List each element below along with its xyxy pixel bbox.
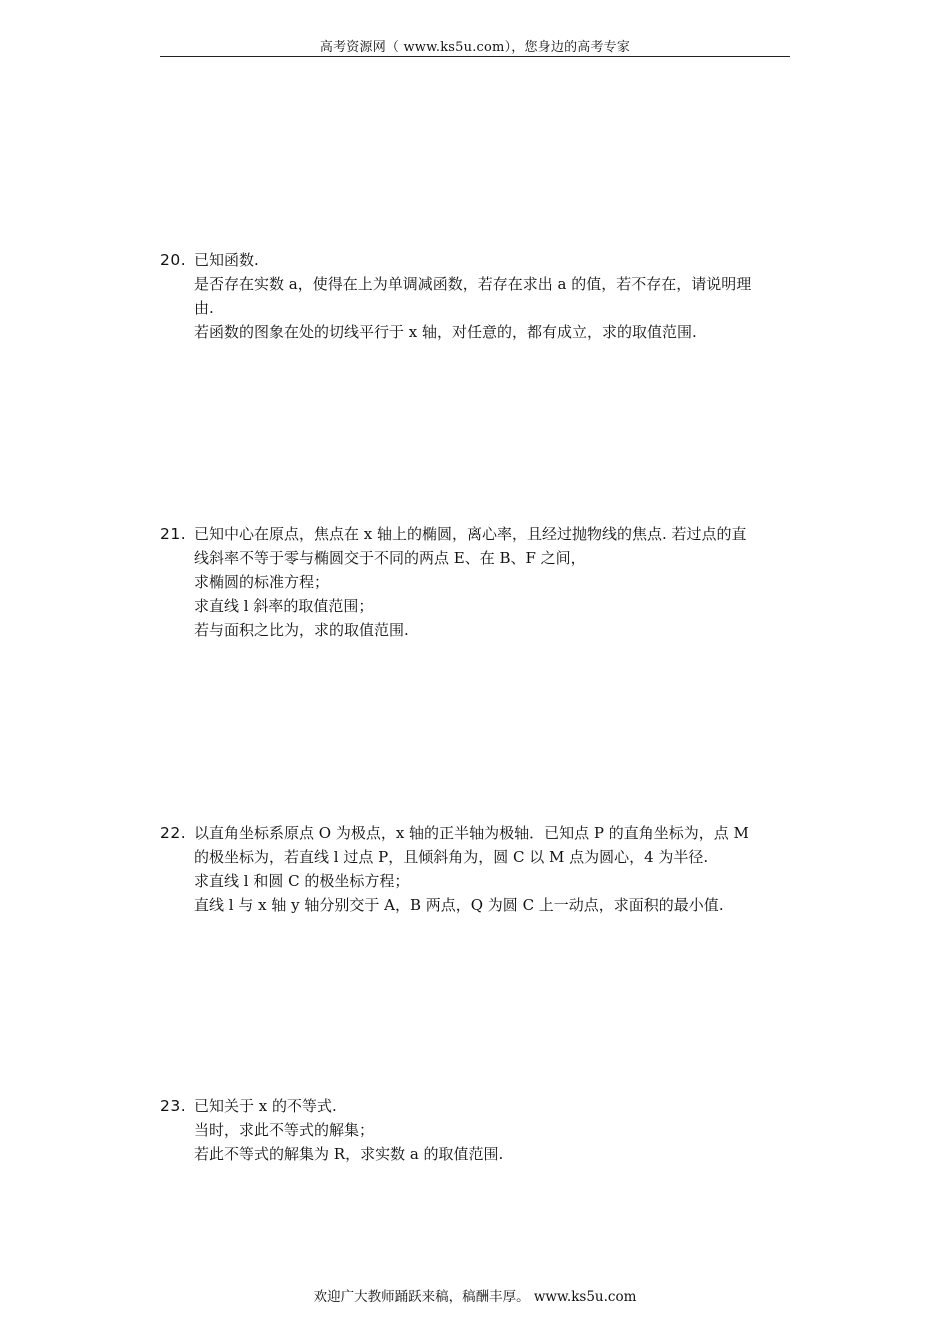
problem-line: 以直角坐标系原点 O 为极点，x 轴的正半轴为极轴．已知点 P 的直角坐标为，点 M [194,824,749,842]
problem-line: 求直线 l 和圆 C 的极坐标方程； [194,872,410,890]
problem-line: 若函数的图象在处的切线平行于 x 轴，对任意的，都有成立，求的取值范围. [194,323,697,341]
problem-line: 由. [194,299,214,317]
problem-22 [160,821,792,917]
problem-23 [160,1094,792,1166]
problem-line: 是否存在实数 a，使得在上为单调减函数，若存在求出 a 的值，若不存在，请说明理 [194,275,752,293]
problem-line: 当时，求此不等式的解集； [194,1121,375,1139]
problem-21 [160,522,792,642]
problem-line: 已知函数. [194,251,259,269]
problem-line: 线斜率不等于零与椭圆交于不同的两点 E、在 B、F 之间， [194,549,586,567]
problem-number: 21. [160,525,187,543]
page-footer: 欢迎广大教师踊跃来稿，稿酬丰厚。 www.ks5u.com [313,1289,637,1305]
problem-number: 20. [160,251,187,269]
page-header: 高考资源网（ www.ks5u.com），您身边的高考专家 [319,40,631,55]
problem-number: 23. [160,1097,187,1115]
problem-line: 直线 l 与 x 轴 y 轴分别交于 A，B 两点，Q 为圆 C 上一动点，求面积的最小值. [194,896,724,914]
problem-20 [160,248,792,344]
problem-line: 求椭圆的标准方程； [194,573,330,591]
problem-line: 的极坐标为，若直线 l 过点 P，且倾斜角为，圆 C 以 M 点为圆心，4 为半径. [194,848,709,866]
problem-line: 若与面积之比为，求的取值范围. [194,621,409,639]
header-divider [160,56,790,57]
problem-number: 22. [160,824,187,842]
problem-line: 已知中心在原点，焦点在 x 轴上的椭圆，离心率，且经过抛物线的焦点. 若过点的直 [194,525,747,543]
problem-line: 求直线 l 斜率的取值范围； [194,597,374,615]
problem-line: 若此不等式的解集为 R，求实数 a 的取值范围. [194,1145,504,1163]
problem-line: 已知关于 x 的不等式. [194,1097,337,1115]
